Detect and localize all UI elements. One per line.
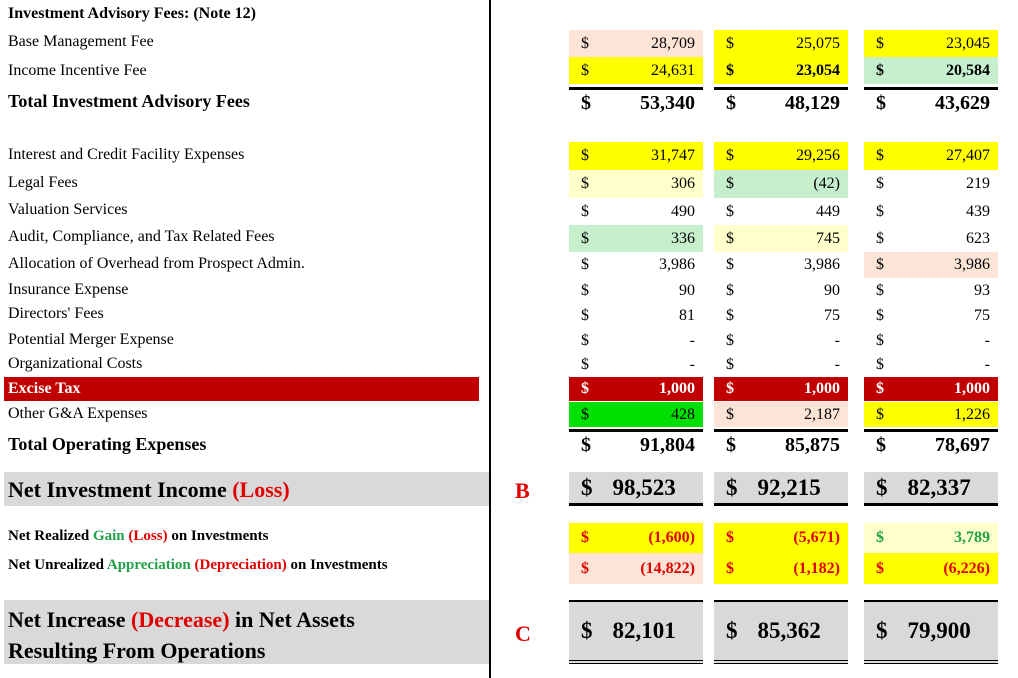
nii-loss-text: (Loss)	[232, 477, 290, 502]
label-org: Organizational Costs	[8, 355, 143, 372]
cell-excise-3	[864, 377, 998, 401]
cell-value: (14,822)	[640, 559, 695, 577]
cell-incentive-1	[569, 57, 703, 84]
label-total-advisory: Total Investment Advisory Fees	[8, 91, 250, 111]
currency-symbol: $	[876, 281, 884, 299]
currency-symbol: $	[876, 618, 888, 643]
t: on Investments	[167, 528, 269, 544]
currency-symbol: $	[581, 175, 589, 192]
cell-value: 75	[824, 306, 840, 324]
cell-legal-2	[714, 170, 848, 198]
currency-symbol: $	[581, 306, 589, 324]
cell-value: (42)	[813, 175, 840, 192]
cell-interest-1	[569, 142, 703, 170]
t: (Depreciation)	[190, 557, 287, 573]
currency-symbol: $	[581, 529, 589, 546]
currency-symbol: $	[726, 256, 734, 273]
cell-org-1	[569, 353, 703, 377]
cell-nii-3	[864, 472, 998, 506]
cell-org-2	[714, 353, 848, 377]
cell-value: 91,804	[640, 434, 695, 456]
currency-symbol: $	[726, 306, 734, 324]
cell-value: 306	[671, 175, 695, 192]
label-total-opex: Total Operating Expenses	[8, 434, 207, 454]
cell-directors-1	[569, 303, 703, 328]
cell-audit-1	[569, 225, 703, 252]
currency-symbol: $	[876, 306, 884, 324]
currency-symbol: $	[876, 34, 884, 52]
label-merger: Potential Merger Expense	[8, 331, 174, 348]
cell-value: 28,709	[651, 34, 695, 52]
currency-symbol: $	[876, 405, 884, 423]
cell-value: 20,584	[946, 61, 990, 79]
cell-value: 48,129	[785, 92, 840, 114]
cell-net_increase-1	[569, 600, 703, 664]
label-insurance: Insurance Expense	[8, 281, 129, 298]
currency-symbol: $	[726, 434, 736, 456]
currency-symbol: $	[876, 147, 884, 164]
cell-value: 23,045	[946, 34, 990, 52]
cell-value: -	[834, 356, 840, 373]
advisory-header: Investment Advisory Fees: (Note 12)	[8, 5, 256, 22]
cell-unrealized-1	[569, 553, 703, 584]
t: Gain	[92, 528, 125, 544]
currency-symbol: $	[876, 61, 884, 79]
cell-value: 93	[974, 281, 990, 299]
cell-value: (6,226)	[943, 559, 990, 577]
currency-symbol: $	[876, 474, 888, 500]
cell-value: (1,182)	[793, 559, 840, 577]
currency-symbol: $	[876, 92, 886, 114]
label-realized	[8, 528, 268, 545]
cell-value: (1,600)	[648, 529, 695, 546]
cell-base-3	[864, 30, 998, 57]
cell-directors-3	[864, 303, 998, 328]
t: Net Unrealized	[8, 557, 107, 573]
currency-symbol: $	[581, 474, 593, 500]
cell-base-2	[714, 30, 848, 57]
t: Appreciation	[106, 557, 191, 573]
cell-audit-3	[864, 225, 998, 252]
currency-symbol: $	[726, 281, 734, 299]
cell-value: (5,671)	[793, 529, 840, 546]
cell-value: 3,986	[659, 256, 695, 273]
marker-b: B	[515, 478, 530, 503]
currency-symbol: $	[581, 405, 589, 423]
cell-realized-1	[569, 523, 703, 553]
currency-symbol: $	[726, 356, 734, 373]
label-base-fee: Base Management Fee	[8, 33, 154, 50]
t: Net Realized	[8, 528, 93, 544]
currency-symbol: $	[726, 229, 734, 247]
cell-total_advisory-1	[569, 87, 703, 117]
cell-directors-2	[714, 303, 848, 328]
cell-other-2	[714, 402, 848, 427]
cell-value: 79,900	[907, 618, 971, 643]
currency-symbol: $	[581, 34, 589, 52]
cell-value: 29,256	[796, 147, 840, 164]
currency-symbol: $	[876, 202, 884, 220]
currency-symbol: $	[876, 356, 884, 373]
cell-value: 75	[974, 306, 990, 324]
cell-insurance-3	[864, 278, 998, 303]
currency-symbol: $	[581, 559, 589, 577]
cell-merger-2	[714, 328, 848, 353]
currency-symbol: $	[581, 61, 589, 79]
cell-value: 336	[671, 229, 695, 247]
cell-value: 25,075	[796, 34, 840, 52]
label-other: Other G&A Expenses	[8, 405, 148, 422]
cell-total_advisory-2	[714, 87, 848, 117]
label-valuation: Valuation Services	[8, 201, 128, 218]
cell-total_opex-1	[569, 429, 703, 459]
marker-c: C	[515, 621, 531, 646]
cell-total_opex-2	[714, 429, 848, 459]
cell-valuation-3	[864, 198, 998, 225]
currency-symbol: $	[726, 529, 734, 546]
label-audit: Audit, Compliance, and Tax Related Fees	[8, 228, 275, 245]
currency-symbol: $	[726, 405, 734, 423]
cell-nii-1	[569, 472, 703, 506]
cell-nii-2	[714, 472, 848, 506]
cell-legal-1	[569, 170, 703, 198]
cell-value: 490	[671, 202, 695, 220]
cell-value: 82,101	[612, 618, 676, 643]
currency-symbol: $	[726, 331, 734, 349]
currency-symbol: $	[876, 175, 884, 192]
currency-symbol: $	[876, 434, 886, 456]
cell-insurance-1	[569, 278, 703, 303]
cell-audit-2	[714, 225, 848, 252]
label-nii	[8, 477, 290, 503]
currency-symbol: $	[581, 356, 589, 373]
cell-realized-2	[714, 523, 848, 553]
cell-value: 745	[816, 229, 840, 247]
label-incentive-fee: Income Incentive Fee	[8, 62, 147, 79]
currency-symbol: $	[581, 434, 591, 456]
cell-value: 81	[679, 306, 695, 324]
label-overhead: Allocation of Overhead from Prospect Admin.	[8, 255, 305, 272]
cell-merger-3	[864, 328, 998, 353]
cell-overhead-3	[864, 252, 998, 278]
cell-value: 3,986	[954, 256, 990, 273]
currency-symbol: $	[581, 256, 589, 273]
cell-value: 90	[824, 281, 840, 299]
cell-total_advisory-3	[864, 87, 998, 117]
currency-symbol: $	[876, 229, 884, 247]
currency-symbol: $	[726, 202, 734, 220]
cell-value: -	[689, 356, 695, 373]
cell-realized-3	[864, 523, 998, 553]
cell-other-3	[864, 402, 998, 427]
cell-value: 78,697	[935, 434, 990, 456]
label-interest: Interest and Credit Facility Expenses	[8, 146, 245, 163]
cell-interest-2	[714, 142, 848, 170]
currency-symbol: $	[726, 175, 734, 192]
currency-symbol: $	[581, 147, 589, 164]
currency-symbol: $	[726, 61, 734, 79]
cell-incentive-2	[714, 57, 848, 84]
t: (Loss)	[124, 528, 168, 544]
currency-symbol: $	[581, 229, 589, 247]
cell-value: 85,875	[785, 434, 840, 456]
cell-interest-3	[864, 142, 998, 170]
currency-symbol: $	[581, 202, 589, 220]
currency-symbol: $	[876, 331, 884, 349]
cell-value: 3,789	[954, 529, 990, 546]
cell-valuation-1	[569, 198, 703, 225]
cell-value: -	[984, 331, 990, 349]
currency-symbol: $	[726, 34, 734, 52]
cell-incentive-3	[864, 57, 998, 84]
currency-symbol: $	[726, 559, 734, 577]
cell-value: 31,747	[651, 147, 695, 164]
cell-net_increase-2	[714, 600, 848, 664]
t: Resulting From Operations	[8, 638, 266, 663]
cell-value: 449	[816, 202, 840, 220]
cell-excise-2	[714, 377, 848, 401]
currency-symbol: $	[581, 380, 589, 397]
cell-value: 439	[966, 202, 990, 220]
t: Net Increase	[8, 607, 131, 632]
cell-value: -	[834, 331, 840, 349]
cell-valuation-2	[714, 198, 848, 225]
currency-symbol: $	[581, 331, 589, 349]
label-directors: Directors' Fees	[8, 305, 104, 322]
currency-symbol: $	[726, 474, 738, 500]
cell-value: 3,986	[804, 256, 840, 273]
cell-value: 92,215	[757, 474, 821, 500]
currency-symbol: $	[726, 147, 734, 164]
currency-symbol: $	[726, 380, 734, 397]
t: (Decrease)	[131, 607, 230, 632]
cell-net_increase-3	[864, 600, 998, 664]
cell-value: -	[689, 331, 695, 349]
cell-value: 85,362	[757, 618, 821, 643]
currency-symbol: $	[581, 281, 589, 299]
cell-value: 2,187	[804, 405, 840, 423]
currency-symbol: $	[726, 618, 738, 643]
t: on Investments	[286, 557, 388, 573]
currency-symbol: $	[876, 529, 884, 546]
nii-text: Net Investment Income	[8, 477, 233, 502]
currency-symbol: $	[876, 256, 884, 273]
label-legal: Legal Fees	[8, 174, 78, 191]
cell-value: 1,000	[659, 380, 695, 397]
cell-legal-3	[864, 170, 998, 198]
cell-value: 23,054	[796, 61, 840, 79]
cell-org-3	[864, 353, 998, 377]
cell-value: 1,000	[804, 380, 840, 397]
column-divider	[489, 0, 491, 678]
label-excise: Excise Tax	[8, 380, 81, 397]
label-net-increase	[8, 604, 355, 666]
cell-value: 428	[671, 405, 695, 423]
label-unrealized	[8, 557, 388, 574]
cell-excise-1	[569, 377, 703, 401]
cell-value: 623	[966, 229, 990, 247]
cell-unrealized-2	[714, 553, 848, 584]
cell-overhead-2	[714, 252, 848, 278]
cell-value: 53,340	[640, 92, 695, 114]
cell-insurance-2	[714, 278, 848, 303]
currency-symbol: $	[876, 559, 884, 577]
cell-unrealized-3	[864, 553, 998, 584]
cell-value: -	[984, 356, 990, 373]
currency-symbol: $	[581, 618, 593, 643]
cell-other-1	[569, 402, 703, 427]
cell-value: 43,629	[935, 92, 990, 114]
cell-value: 1,000	[954, 380, 990, 397]
cell-value: 90	[679, 281, 695, 299]
currency-symbol: $	[726, 92, 736, 114]
cell-total_opex-3	[864, 429, 998, 459]
cell-value: 24,631	[651, 61, 695, 79]
cell-value: 219	[966, 175, 990, 192]
cell-value: 27,407	[946, 147, 990, 164]
cell-value: 1,226	[954, 405, 990, 423]
currency-symbol: $	[876, 380, 884, 397]
t: in Net Assets	[229, 607, 355, 632]
currency-symbol: $	[581, 92, 591, 114]
cell-value: 98,523	[612, 474, 676, 500]
cell-base-1	[569, 30, 703, 57]
cell-overhead-1	[569, 252, 703, 278]
cell-value: 82,337	[907, 474, 971, 500]
cell-merger-1	[569, 328, 703, 353]
